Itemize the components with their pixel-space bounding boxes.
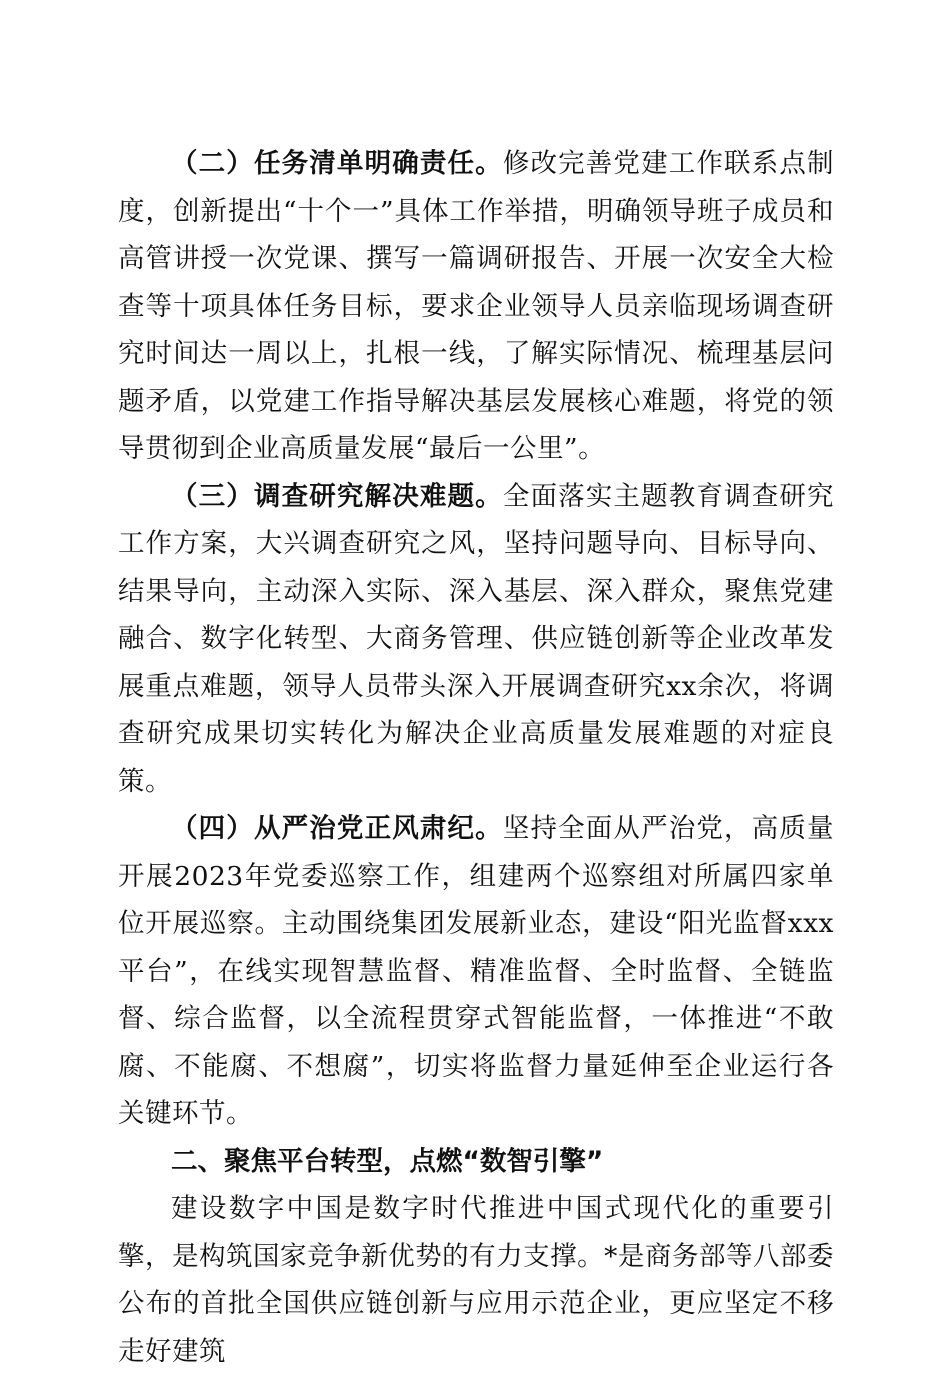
- paragraph-lead: （二）任务清单明确责任。: [171, 148, 503, 179]
- paragraph-digital-china: 建设数字中国是数字时代推进中国式现代化的重要引擎，是构筑国家竞争新优势的有力支撑。*是商务部等八部委公布的首批全国供应链创新与应用示范企业，更应坚定不移走好建筑: [118, 1193, 834, 1367]
- paragraph-body: 坚持全面从严治党，高质量开展2023年党委巡察工作，组建两个巡察组对所属四家单位开展巡察。主动围绕集团发展新业态，建设“阳光监督xxx平台”，在线实现智慧监督、精准监督、全时监督、全链监督、综合监督，以全流程贯穿式智能监督，一体推进“不敢腐、不能腐、不想腐”，切实将监督力量延伸至企业运行各关键环节。: [118, 813, 835, 1129]
- paragraph-body: 修改完善党建工作联系点制度，创新提出“十个一”具体工作举措，明确领导班子成员和高管讲授一次党课、撰写一篇调研报告、开展一次安全大检查等十项具体任务目标，要求企业领导人员亲临现场调查研究时间达一周以上，扎根一线，了解实际情况、梳理基层问题矛盾，以党建工作指导解决基层发展核心难题，将党的领导贯彻到企业高质量发展“最后一公里”。: [118, 148, 835, 464]
- document-page: [118, 140, 834, 1375]
- paragraph-research: [118, 473, 834, 806]
- section-heading: 二、聚焦平台转型，点燃“数智引擎”: [171, 1145, 604, 1177]
- paragraph-lead: （三）调查研究解决难题。: [171, 480, 503, 512]
- paragraph-body: 全面落实主题教育调查研究工作方案，大兴调查研究之风，坚持问题导向、目标导向、结果导向，主动深入实际、深入基层、深入群众，聚焦党建融合、数字化转型、大商务管理、供应链创新等企业改革发展重点难题，领导人员带头深入开展调查研究xx余次，将调查研究成果切实转化为解决企业高质量发展难题的对症良策。: [118, 480, 835, 797]
- paragraph-lead: （四）从严治党正风肃纪。: [171, 813, 503, 844]
- paragraph-discipline: [118, 805, 834, 1138]
- paragraph-task-list: [118, 140, 834, 473]
